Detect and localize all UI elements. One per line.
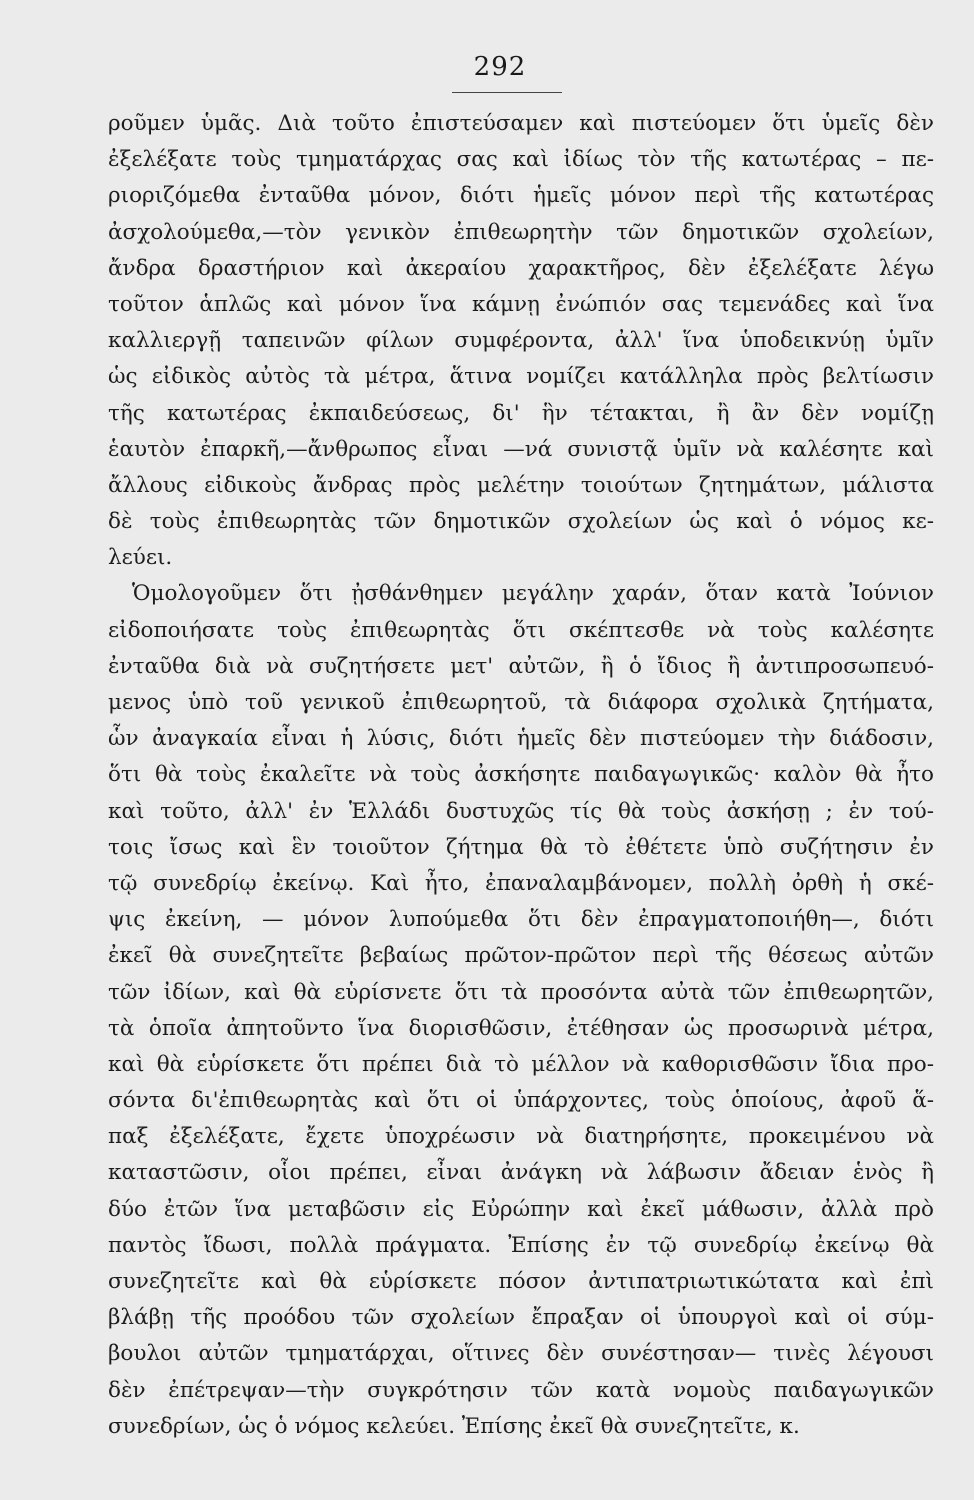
paragraph-end-line: λεύει. [108,545,173,571]
text-line: ὡς εἰδικὸς αὐτὸς τὰ μέτρα, ἅτινα νομίζει κατάλληλα πρὸς βελτίωσιν [108,364,934,390]
text-line: τοῦτον ἁπλῶς καὶ μόνον ἵνα κάμνῃ ἐνώπιόν σας τεμενάδες καὶ ἵνα [108,291,934,317]
text-line: ἑαυτὸν ἐπαρκῆ,—ἄνθρωπος εἶναι —νά συνιστᾷ ὑμῖν νὰ καλέσητε καὶ [108,436,934,462]
text-line: δὲν ἐπέτρεψαν—τὴν συγκρότησιν τῶν κατὰ νομοὺς παιδαγωγικῶν [108,1377,934,1403]
body-text [108,106,934,1445]
text-line: ἐνταῦθα διὰ νὰ συζητήσετε μετ' αὐτῶν, ἢ ὁ ἴδιος ἢ ἀντιπροσωπευό- [108,653,934,679]
text-line: ἐξελέξατε τοὺς τμηματάρχας σας καὶ ἰδίως τὸν τῆς κατωτέρας – πε- [108,147,934,173]
text-line: τοις ἴσως καὶ ἓν τοιοῦτον ζήτημα θὰ τὸ ἐθέτετε ὑπὸ συζήτησιν ἐν [108,834,934,860]
page-number: 292 [473,52,527,82]
text-line: ἄνδρα δραστήριον καὶ ἀκεραίου χαρακτῆρος, δὲν ἐξελέξατε λέγω [108,255,934,281]
text-line: ὅτι θὰ τοὺς ἐκαλεῖτε νὰ τοὺς ἀσκήσητε παιδαγωγικῶς· καλὸν θὰ ἦτο [108,762,934,788]
text-line: καὶ τοῦτο, ἀλλ' ἐν Ἑλλάδι δυστυχῶς τίς θὰ τοὺς ἀσκήσῃ ; ἐν τού- [108,798,934,824]
text-line: σόντα δι'ἐπιθεωρητὰς καὶ ὅτι οἱ ὑπάρχοντες, τοὺς ὁποίους, ἀφοῦ ἅ- [108,1088,934,1114]
text-line: καταστῶσιν, οἷοι πρέπει, εἶναι ἀνάγκη νὰ λάβωσιν ἄδειαν ἑνὸς ἢ [108,1160,934,1186]
text-line: μενος ὑπὸ τοῦ γενικοῦ ἐπιθεωρητοῦ, τὰ διάφορα σχολικὰ ζητήματα, [108,690,934,715]
text-line: καλλιεργῇ ταπεινῶν φίλων συμφέροντα, ἀλλ' ἵνα ὑποδεικνύῃ ὑμῖν [108,328,934,354]
text-line: ὧν ἀναγκαία εἶναι ἡ λύσις, διότι ἡμεῖς δὲν πιστεύομεν τὴν διάδοσιν, [108,726,934,752]
text-line: εἰδοποιήσατε τοὺς ἐπιθεωρητὰς ὅτι σκέπτεσθε νὰ τοὺς καλέσητε [108,617,934,643]
text-line: ἀσχολούμεθα,—τὸν γενικὸν ἐπιθεωρητὴν τῶν δημοτικῶν σχολείων, [108,219,934,245]
text-line: τῶν ἰδίων, καὶ θὰ εὑρίσνετε ὅτι τὰ προσόντα αὐτὰ τῶν ἐπιθεωρητῶν, [108,979,934,1005]
text-line: καὶ θὰ εὑρίσκετε ὅτι πρέπει διὰ τὸ μέλλον νὰ καθορισθῶσιν ἴδια προ- [108,1051,934,1077]
text-line: τῆς κατωτέρας ἐκπαιδεύσεως, δι' ἣν τέτακται, ἢ ἂν δὲν νομίζῃ [108,400,934,426]
text-line: ψις ἐκείνη, — μόνον λυπούμεθα ὅτι δὲν ἐπραγματοποιήθη—, διότι [108,907,934,933]
text-line: δύο ἐτῶν ἵνα μεταβῶσιν εἰς Εὐρώπην καὶ ἐκεῖ μάθωσιν, ἀλλὰ πρὸ [108,1196,934,1222]
text-line: ροῦμεν ὑμᾶς. Διὰ τοῦτο ἐπιστεύσαμεν καὶ πιστεύομεν ὅτι ὑμεῖς δὲν [108,111,934,136]
text-line: βουλοι αὐτῶν τμηματάρχαι, οἵτινες δὲν συνέστησαν— τινὲς λέγουσι [108,1341,934,1367]
text-line: συνεζητεῖτε καὶ θὰ εὑρίσκετε πόσον ἀντιπατριωτικώτατα καὶ ἐπὶ [108,1269,934,1294]
text-line: βλάβῃ τῆς προόδου τῶν σχολείων ἔπραξαν οἱ ὑπουργοὶ καὶ οἱ σύμ- [108,1305,934,1331]
text-line: ριοριζόμεθα ἐνταῦθα μόνον, διότι ἡμεῖς μόνον περὶ τῆς κατωτέρας [108,183,934,209]
text-line: ἄλλους εἰδικοὺς ἄνδρας πρὸς μελέτην τοιούτων ζητημάτων, μάλιστα [108,472,934,498]
text-line: παξ ἐξελέξατε, ἔχετε ὑποχρέωσιν νὰ διατηρήσητε, προκειμένου νὰ [108,1124,934,1150]
paragraph-start-line: Ὁμολογοῦμεν ὅτι ᾐσθάνθημεν μεγάλην χαράν, ὅταν κατὰ Ἰούνιον [132,581,934,607]
text-line: δὲ τοὺς ἐπιθεωρητὰς τῶν δημοτικῶν σχολείων ὡς καὶ ὁ νόμος κε- [108,509,934,535]
text-line: παντὸς ἴδωσι, πολλὰ πράγματα. Ἐπίσης ἐν τῷ συνεδρίῳ ἐκείνῳ θὰ [108,1232,934,1258]
text-line: τὰ ὁποῖα ἀπητοῦντο ἵνα διορισθῶσιν, ἐτέθησαν ὡς προσωρινὰ μέτρα, [108,1015,934,1041]
header-rule [452,92,562,93]
text-line: τῷ συνεδρίῳ ἐκείνῳ. Καὶ ἦτο, ἐπαναλαμβάνομεν, πολλὴ ὀρθὴ ἡ σκέ- [108,870,934,896]
text-line: ἐκεῖ θὰ συνεζητεῖτε βεβαίως πρῶτον-πρῶτον περὶ τῆς θέσεως αὐτῶν [108,943,934,969]
text-line: συνεδρίων, ὡς ὁ νόμος κελεύει. Ἐπίσης ἐκεῖ θὰ συνεζητεῖτε, κ. [108,1413,800,1439]
